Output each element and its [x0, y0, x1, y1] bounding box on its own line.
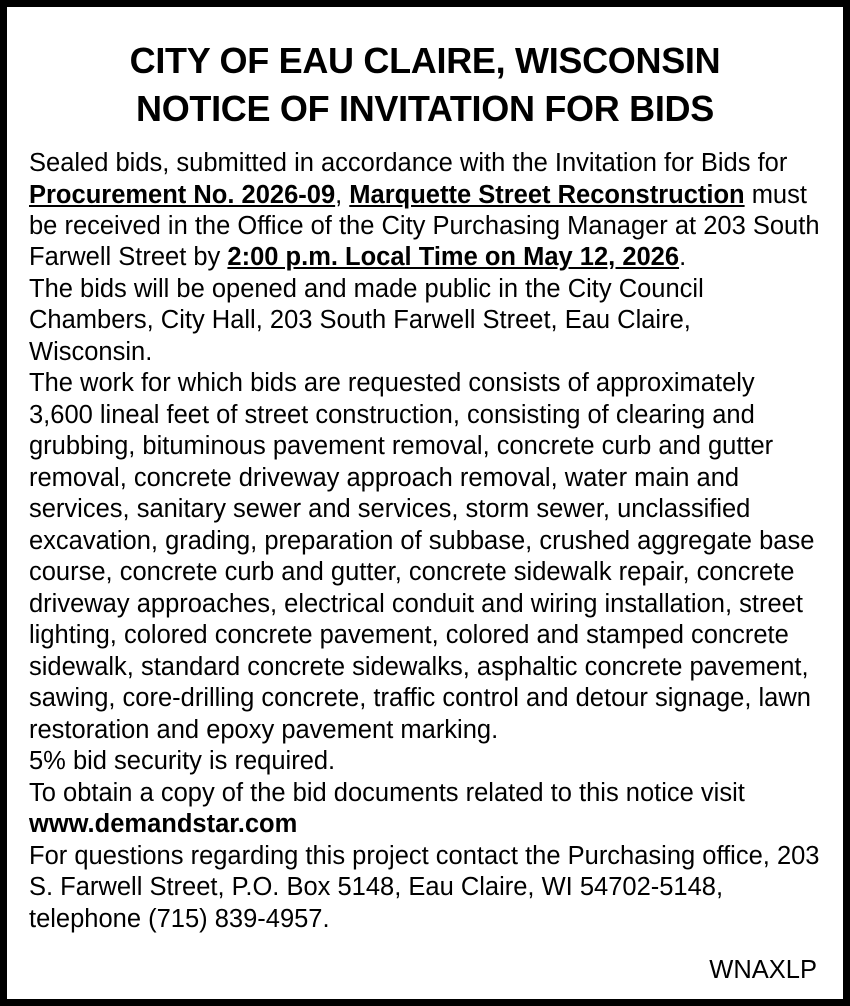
title-line-city: CITY OF EAU CLAIRE, WISCONSIN [129, 40, 721, 81]
demandstar-website[interactable]: www.demandstar.com [29, 810, 298, 839]
notice-body [29, 148, 821, 935]
paragraph-scope-of-work: The work for which bids are requested consists of approximately 3,600 lineal feet of street construction, consisting of clearing and grubbing, bituminous pavement removal, concrete curb and gutter removal, concrete driveway approach removal, water main and services, sanitary sewer and services, storm sewer, unclassified excavation, grading, preparation of subbase, crushed aggregate base course, concrete curb and gutter, concrete sidewalk repair, concrete driveway approaches, electrical conduit and wiring installation, street lighting, colored concrete pavement, colored and stamped concrete sidewalk, standard concrete sidewalks, asphaltic concrete pavement, sawing, core-drilling concrete, traffic control and detour signage, lawn restoration and epoxy pavement marking. [29, 369, 815, 744]
paragraph-5-text-a: To obtain a copy of the bid documents related to this notice visit [29, 778, 745, 807]
paragraph-bid-documents [29, 778, 821, 841]
paragraph-bid-security: 5% bid security is required. [29, 747, 336, 776]
procurement-number: Procurement No. 2026-09 [29, 180, 336, 209]
paragraph-sealed-bids [29, 148, 821, 274]
title-line-notice: NOTICE OF INVITATION FOR BIDS [136, 87, 714, 129]
notice-title [29, 37, 821, 132]
paragraph-contact-info: For questions regarding this project contact the Purchasing office, 203 S. Farwell Street, P.O. Box 5148, Eau Claire, WI 54702-5148, telephone (715) 839-4957. [29, 841, 820, 933]
project-name: Marquette Street Reconstruction [349, 180, 745, 209]
paragraph-1-text-a: Sealed bids, submitted in accordance with the Invitation for Bids for [29, 149, 788, 178]
paragraph-bid-opening: The bids will be opened and made public in the City Council Chambers, City Hall, 203 South Farwell Street, Eau Claire, Wisconsin. [29, 274, 704, 366]
paragraph-1-text-b: , [335, 180, 350, 209]
wnaxlp-signoff: WNAXLP [709, 956, 817, 984]
bid-deadline: 2:00 p.m. Local Time on May 12, 2026 [227, 243, 680, 272]
paragraph-1-text-d: . [679, 243, 687, 272]
paragraph-1-text-c: must be received in the Office of the City Purchasing Manager at 203 South Farwell Street by [29, 180, 820, 272]
